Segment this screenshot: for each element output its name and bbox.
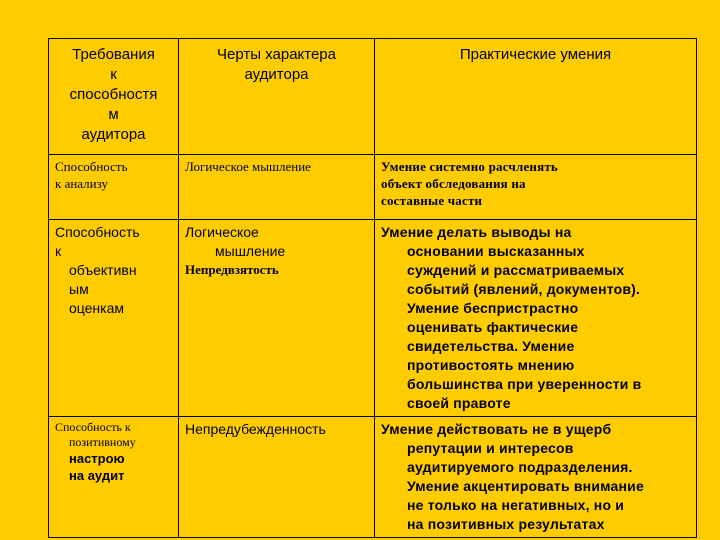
- cell-text: Способность к: [55, 420, 131, 434]
- header-requirements: [49, 39, 179, 155]
- row1-requirement: [49, 155, 179, 220]
- cell-text: оценкам: [69, 300, 125, 316]
- header-character-traits: [179, 39, 375, 155]
- cell-text: свидетельства. Умение: [407, 338, 575, 354]
- header-text: Практические умения: [459, 46, 612, 63]
- cell-text: объективн: [69, 262, 137, 278]
- cell-text: Умение делать выводы на: [381, 224, 572, 240]
- cell-text: Умение акцентировать внимание: [407, 478, 644, 494]
- cell-text: основании высказанных: [407, 243, 585, 259]
- header-text: способностя: [69, 86, 158, 103]
- cell-text: суждений и рассматриваемых: [407, 262, 625, 278]
- header-text: аудитора: [81, 126, 146, 143]
- row2-requirement: [49, 220, 179, 417]
- cell-text: настрою: [69, 451, 125, 466]
- cell-text: Непредубежденность: [185, 421, 326, 437]
- cell-text: Непредвзятость: [185, 262, 279, 277]
- cell-text: Умение беспристрастно: [407, 300, 579, 316]
- header-text: Черты характера: [217, 46, 336, 63]
- row1-trait: [179, 155, 375, 220]
- cell-text: событий (явлений, документов).: [407, 281, 641, 297]
- cell-text: составные части: [381, 193, 483, 208]
- audit-requirements-table: [48, 38, 697, 538]
- cell-text: аудитируемого подразделения.: [407, 459, 633, 475]
- row2-skill: [375, 220, 697, 417]
- cell-text: к анализу: [55, 176, 108, 191]
- header-text: Требования: [72, 46, 155, 63]
- cell-text: Способность: [55, 224, 140, 240]
- row3-requirement: [49, 417, 179, 538]
- table-header-row: [49, 39, 697, 155]
- cell-text: противостоять мнению: [407, 357, 575, 373]
- row3-trait: [179, 417, 375, 538]
- cell-text: мышление: [215, 243, 286, 259]
- cell-text: Логическое мышление: [185, 159, 311, 174]
- row2-trait: [179, 220, 375, 417]
- cell-text: на позитивных результатах: [407, 516, 605, 532]
- cell-text: Логическое: [185, 224, 259, 240]
- table-row: [49, 417, 697, 538]
- cell-text: большинства при уверенности в: [407, 376, 642, 392]
- cell-text: Умение системно расчленять: [381, 159, 558, 174]
- row1-skill: [375, 155, 697, 220]
- cell-text: Умение действовать не в ущерб: [381, 421, 612, 437]
- cell-text: не только на негативных, но и: [407, 497, 625, 513]
- cell-text: на аудит: [69, 468, 125, 483]
- cell-text: объект обследования на: [381, 176, 526, 191]
- cell-text: Способность: [55, 159, 128, 174]
- cell-text: оценивать фактические: [407, 319, 579, 335]
- table-row: [49, 220, 697, 417]
- cell-text: ым: [69, 281, 89, 297]
- cell-text: своей правоте: [407, 395, 511, 411]
- header-text: к: [110, 66, 117, 83]
- cell-text: к: [55, 243, 62, 259]
- cell-text: репутации и интересов: [407, 440, 574, 456]
- row3-skill: [375, 417, 697, 538]
- table-row: [49, 155, 697, 220]
- header-text: аудитора: [244, 66, 309, 83]
- cell-text: позитивному: [69, 435, 136, 449]
- header-text: м: [108, 106, 119, 123]
- header-practical-skills: [375, 39, 697, 155]
